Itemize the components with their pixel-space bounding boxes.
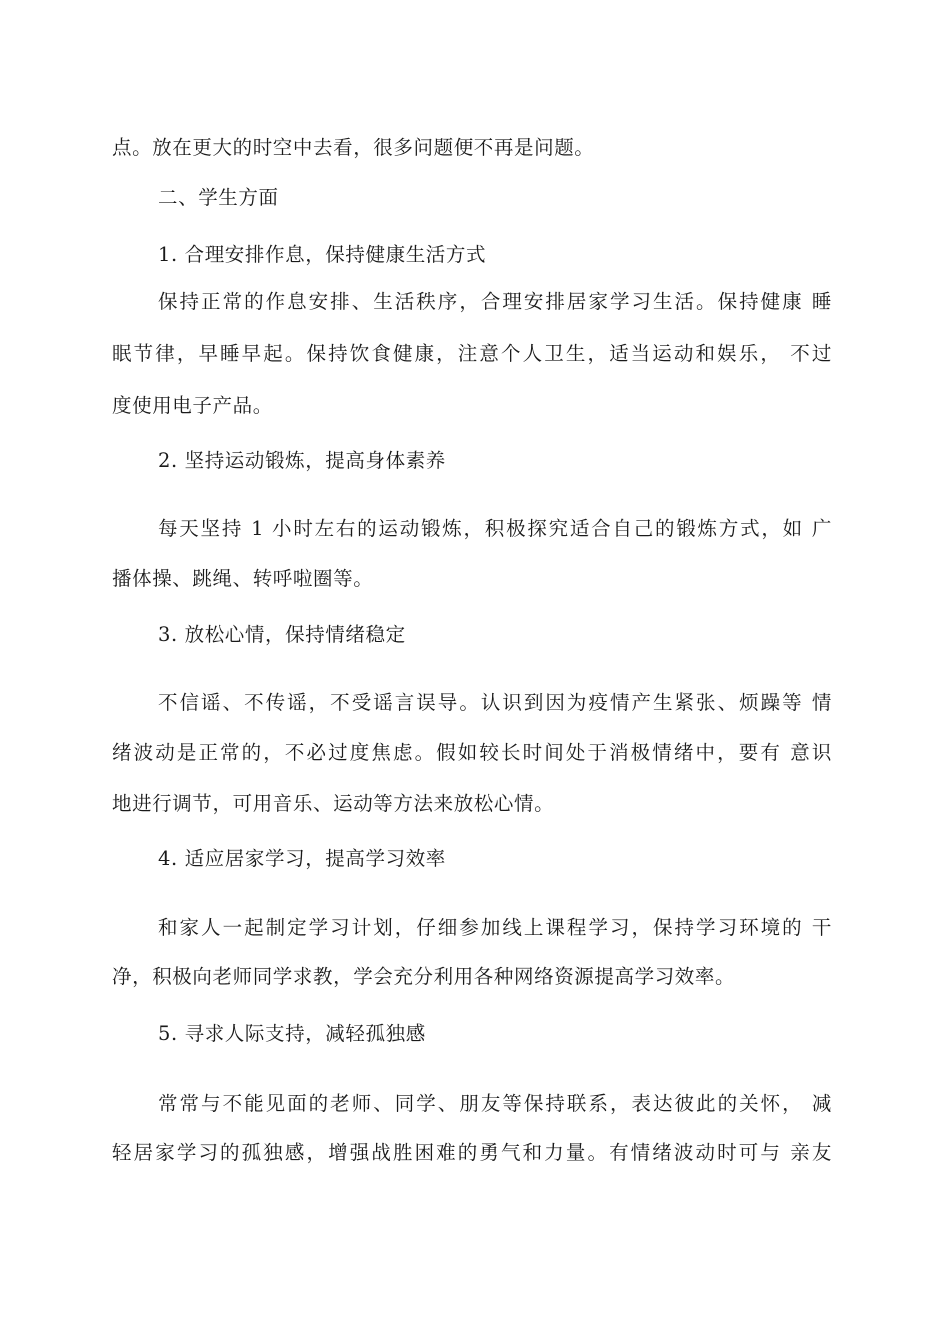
subsection-heading: 4. 适应居家学习，提高学习效率	[158, 847, 446, 870]
paragraph-line: 每天坚持 1 小时左右的运动锻炼，积极探究适合自己的锻炼方式，如 广	[158, 517, 832, 540]
subsection-heading: 1. 合理安排作息，保持健康生活方式	[158, 243, 487, 266]
paragraph-line: 点。放在更大的时空中去看，很多问题便不再是问题。	[112, 136, 595, 159]
paragraph-line: 不信谣、不传谣，不受谣言误导。认识到因为疫情产生紧张、烦躁等 情	[158, 691, 832, 714]
subsection-heading: 2. 坚持运动锻炼，提高身体素养	[158, 449, 446, 472]
paragraph-line: 常常与不能见面的老师、同学、朋友等保持联系，表达彼此的关怀， 减	[158, 1092, 832, 1115]
paragraph-line: 眠节律，早睡早起。保持饮食健康，注意个人卫生，适当运动和娱乐， 不过	[112, 342, 832, 365]
section-heading: 二、学生方面	[158, 186, 279, 209]
paragraph-line: 播体操、跳绳、转呼啦圈等。	[112, 567, 374, 590]
paragraph-line: 度使用电子产品。	[112, 394, 273, 417]
subsection-heading: 5. 寻求人际支持，减轻孤独感	[158, 1022, 426, 1045]
paragraph-line: 和家人一起制定学习计划，仔细参加线上课程学习，保持学习环境的 干	[158, 916, 832, 939]
paragraph-line: 保持正常的作息安排、生活秩序，合理安排居家学习生活。保持健康 睡	[158, 290, 832, 313]
paragraph-line: 轻居家学习的孤独感，增强战胜困难的勇气和力量。有情绪波动时可与 亲友	[112, 1141, 832, 1164]
paragraph-line: 净，积极向老师同学求教，学会充分利用各种网络资源提高学习效率。	[112, 965, 736, 988]
paragraph-line: 地进行调节，可用音乐、运动等方法来放松心情。	[112, 792, 555, 815]
paragraph-line: 绪波动是正常的，不必过度焦虑。假如较长时间处于消极情绪中，要有 意识	[112, 741, 832, 764]
subsection-heading: 3. 放松心情，保持情绪稳定	[158, 623, 406, 646]
